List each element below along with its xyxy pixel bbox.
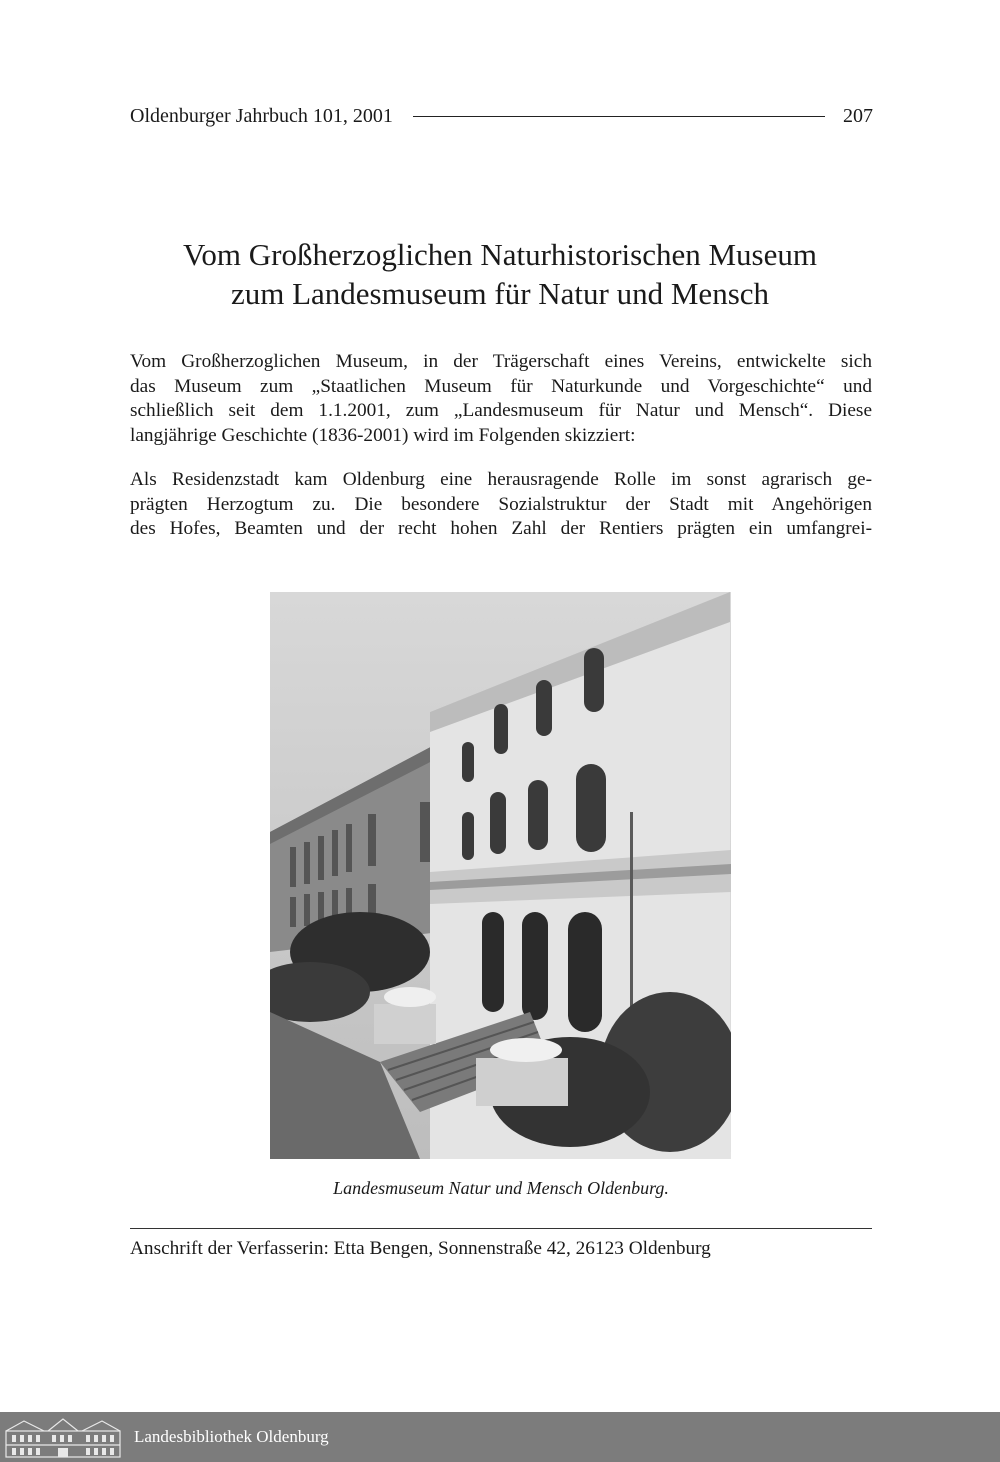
library-footer-bar bbox=[0, 1412, 1000, 1462]
article-title-line-2: zum Landesmuseum für Natur und Mensch bbox=[230, 276, 770, 311]
library-name: Landesbibliothek Oldenburg bbox=[134, 1427, 329, 1446]
page-number: 207 bbox=[843, 104, 873, 127]
figure-caption: Landesmuseum Natur und Mensch Oldenburg. bbox=[333, 1178, 669, 1198]
paragraph-line: Vom Großherzoglichen Museum, in der Trägerschaft eines Vereins, entwickelte sich bbox=[130, 351, 872, 372]
museum-photo bbox=[270, 592, 731, 1159]
body-paragraph bbox=[130, 468, 872, 542]
article-title bbox=[100, 235, 900, 313]
library-building-logo-icon bbox=[4, 1415, 122, 1459]
footnote-rule bbox=[130, 1228, 872, 1229]
header-rule bbox=[413, 116, 825, 117]
paragraph-line: langjährige Geschichte (1836-2001) wird im Folgenden skizziert: bbox=[130, 425, 636, 447]
paragraph-line: schließlich seit dem 1.1.2001, zum „Landesmuseum für Natur und Mensch“. Diese bbox=[130, 400, 872, 422]
paragraph-line: des Hofes, Beamten und der recht hohen Zahl der Rentiers prägten ein umfangrei- bbox=[130, 518, 872, 540]
paragraph-line: prägten Herzogtum zu. Die besondere Sozialstruktur der Stadt mit Angehörigen bbox=[130, 493, 872, 515]
author-address-footnote: Anschrift der Verfasserin: Etta Bengen, Sonnenstraße 42, 26123 Oldenburg bbox=[130, 1238, 711, 1259]
article-title-line-1: Vom Großherzoglichen Naturhistorischen Museum bbox=[183, 237, 817, 272]
journal-title: Oldenburger Jahrbuch 101, 2001 bbox=[130, 104, 393, 127]
intro-paragraph bbox=[130, 350, 872, 449]
paragraph-line: Als Residenzstadt kam Oldenburg eine herausragende Rolle im sonst agrarisch ge- bbox=[130, 469, 872, 490]
museum-photo-illustration bbox=[270, 592, 731, 1159]
paragraph-line: das Museum zum „Staatlichen Museum für Naturkunde und Vorgeschichte“ und bbox=[130, 375, 872, 397]
running-head bbox=[130, 101, 873, 131]
